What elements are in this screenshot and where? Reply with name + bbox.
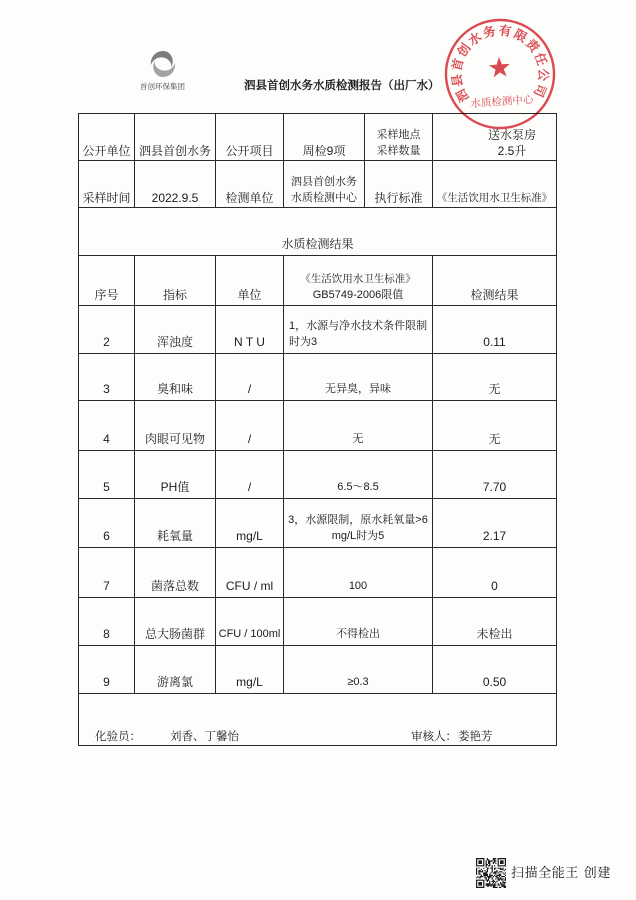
result-row	[79, 306, 557, 354]
col-header-limit-line: GB5749-2006限值	[312, 289, 404, 301]
limit-value: 100	[284, 548, 433, 598]
row-number: 2	[79, 306, 135, 354]
row-number: 8	[79, 598, 135, 646]
publisher-label: 公开单位	[79, 114, 135, 161]
col-header-unit: 单位	[216, 256, 284, 306]
reviewer-label: 审核人：	[411, 731, 457, 743]
limit-line: 时为3	[289, 336, 318, 348]
publisher-value: 泗县首创水务	[135, 114, 216, 161]
lab-line: 水质检测中心	[291, 192, 357, 204]
sampling-label-line: 采样数量	[376, 145, 421, 157]
indicator-name: 总大肠菌群	[135, 598, 216, 646]
test-result: 7.70	[433, 451, 557, 499]
col-header-limit	[284, 256, 433, 306]
project-value: 周检9项	[284, 114, 365, 161]
limit-value: 无	[284, 401, 433, 451]
qr-code-icon	[476, 858, 506, 888]
sampling-label-line: 采样地点	[376, 129, 421, 141]
result-row	[79, 598, 557, 646]
result-row	[79, 354, 557, 401]
tester-label: 化验员：	[95, 731, 141, 743]
result-row	[79, 548, 557, 598]
indicator-name: 耗氧量	[135, 499, 216, 548]
unit: mg/L	[216, 499, 284, 548]
limit-value: ≥0.3	[284, 646, 433, 694]
row-number: 6	[79, 499, 135, 548]
row-number: 9	[79, 646, 135, 694]
test-result: 2.17	[433, 499, 557, 548]
limit-line: 3，水源限制，原水耗氧量>6	[288, 514, 428, 526]
report-table	[78, 113, 557, 746]
sampling-location: 送水泵房	[487, 128, 536, 142]
standard-label: 执行标准	[365, 161, 433, 208]
scanner-watermark-text: 扫描全能王 创建	[511, 866, 611, 881]
row-number: 7	[79, 548, 135, 598]
unit: CFU / 100ml	[216, 598, 284, 646]
limit-value: 不得检出	[284, 598, 433, 646]
seal-center-text: 水质检测中心	[470, 93, 534, 111]
qr-code-pattern	[476, 858, 506, 888]
reviewer-name: 娄艳芳	[458, 731, 493, 743]
lab-line: 泗县首创水务	[291, 176, 357, 188]
lab-label: 检测单位	[216, 161, 284, 208]
test-result: 0	[433, 548, 557, 598]
info-row-time	[79, 161, 557, 208]
limit-line: 1，水源与净水技术条件限制	[289, 320, 428, 332]
section-title: 水质检测结果	[79, 208, 557, 256]
col-header-indicator: 指标	[135, 256, 216, 306]
unit: N T U	[216, 306, 284, 354]
standard-value: 《生活饮用水卫生标准》	[433, 161, 557, 208]
results-header-row	[79, 256, 557, 306]
indicator-name: PH值	[135, 451, 216, 499]
seal-arc-text: 泗县首创水务有限责任公司	[448, 22, 552, 105]
lab-value	[284, 161, 365, 208]
report-title: 泗县首创水务水质检测报告（出厂水）	[244, 80, 440, 92]
unit: /	[216, 354, 284, 401]
indicator-name: 菌落总数	[135, 548, 216, 598]
result-row	[79, 451, 557, 499]
row-number: 3	[79, 354, 135, 401]
limit-value	[284, 306, 433, 354]
tester-names: 刘香、丁馨怡	[170, 731, 239, 743]
section-title-row	[79, 208, 557, 256]
limit-line: mg/L时为5	[331, 530, 385, 542]
result-row	[79, 646, 557, 694]
indicator-name: 肉眼可见物	[135, 401, 216, 451]
logo-text: 首创环保集团	[140, 82, 185, 91]
time-value: 2022.9.5	[135, 161, 216, 208]
col-header-no: 序号	[79, 256, 135, 306]
test-result: 0.50	[433, 646, 557, 694]
test-result: 无	[433, 401, 557, 451]
col-header-result: 检测结果	[433, 256, 557, 306]
result-row	[79, 499, 557, 548]
unit: /	[216, 401, 284, 451]
company-logo	[138, 48, 190, 96]
test-result: 无	[433, 354, 557, 401]
indicator-name: 浑浊度	[135, 306, 216, 354]
row-number: 5	[79, 451, 135, 499]
seal-star-icon	[488, 56, 510, 77]
unit: /	[216, 451, 284, 499]
indicator-name: 臭和味	[135, 354, 216, 401]
limit-value	[284, 499, 433, 548]
indicator-name: 游离氯	[135, 646, 216, 694]
limit-value: 无异臭，异味	[284, 354, 433, 401]
unit: mg/L	[216, 646, 284, 694]
unit: CFU / ml	[216, 548, 284, 598]
sampling-quantity: 2.5升	[497, 144, 527, 158]
red-seal-stamp	[438, 12, 562, 136]
swirl-logo-icon	[150, 50, 176, 78]
test-result: 未检出	[433, 598, 557, 646]
project-label: 公开项目	[216, 114, 284, 161]
time-label: 采样时间	[79, 161, 135, 208]
col-header-limit-line: 《生活饮用水卫生标准》	[300, 273, 416, 285]
sampling-label	[365, 114, 433, 161]
limit-value: 6.5～8.5	[284, 451, 433, 499]
row-number: 4	[79, 401, 135, 451]
result-row	[79, 401, 557, 451]
test-result: 0.11	[433, 306, 557, 354]
